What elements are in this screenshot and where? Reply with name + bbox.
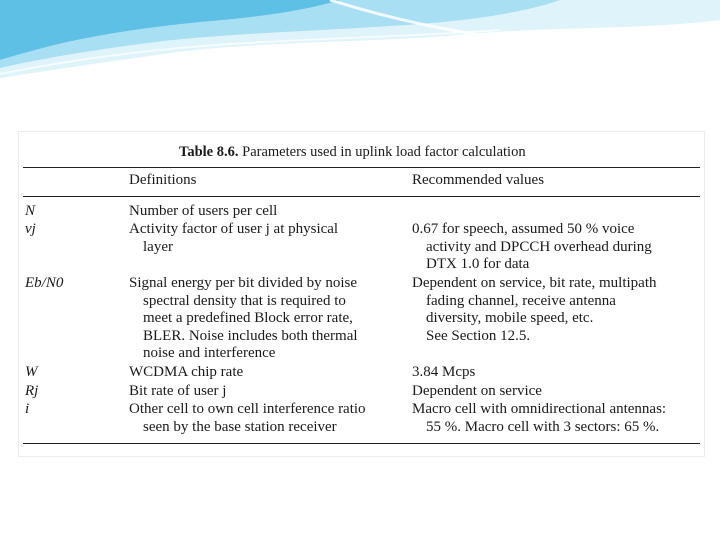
row-definition-i: Other cell to own cell interference ratio seen by the base station receiver: [129, 401, 366, 435]
row-symbol-i: i: [25, 401, 30, 417]
table-number: Table 8.6.: [179, 144, 239, 160]
row-value-rj: Dependent on service: [412, 383, 542, 399]
slide-banner: [0, 0, 720, 90]
row-value-i: Macro cell with omnidirectional antennas: 55 %. Macro cell with 3 sectors: 65 %.: [412, 401, 667, 435]
row-symbol-w: W: [25, 364, 38, 380]
bottom-rule: [23, 443, 700, 444]
row-symbol-rj: Rj: [25, 383, 39, 399]
row-value-w: 3.84 Mcps: [412, 364, 476, 380]
header-rule: [23, 196, 700, 197]
row-definition-ebn0: Signal energy per bit divided by noise spectral density that is required to meet a predefined Block error rate, BLER. Noise includes both thermal noise and interference: [129, 275, 358, 362]
row-definition-rj: Bit rate of user j: [129, 383, 227, 399]
top-rule: [23, 167, 700, 168]
row-definition-n: Number of users per cell: [129, 203, 278, 219]
row-symbol-vj: νj: [25, 221, 36, 237]
row-symbol-n: N: [25, 203, 36, 219]
row-value-ebn0: Dependent on service, bit rate, multipath fading channel, receive antenna diversity, mobile speed, etc. See Section 12.5.: [412, 275, 657, 344]
table-title: Parameters used in uplink load factor calculation: [242, 144, 526, 160]
table-caption: [179, 144, 526, 161]
row-definition-vj: Activity factor of user j at physical layer: [129, 221, 339, 255]
row-value-vj: 0.67 for speech, assumed 50 % voice activity and DPCCH overhead during DTX 1.0 for data: [412, 221, 652, 273]
header-recommended: Recommended values: [412, 172, 545, 188]
table-document: [18, 131, 705, 457]
row-symbol-ebn0: Eb/N0: [25, 275, 64, 291]
header-definitions: Definitions: [129, 172, 197, 188]
row-definition-w: WCDMA chip rate: [129, 364, 244, 380]
